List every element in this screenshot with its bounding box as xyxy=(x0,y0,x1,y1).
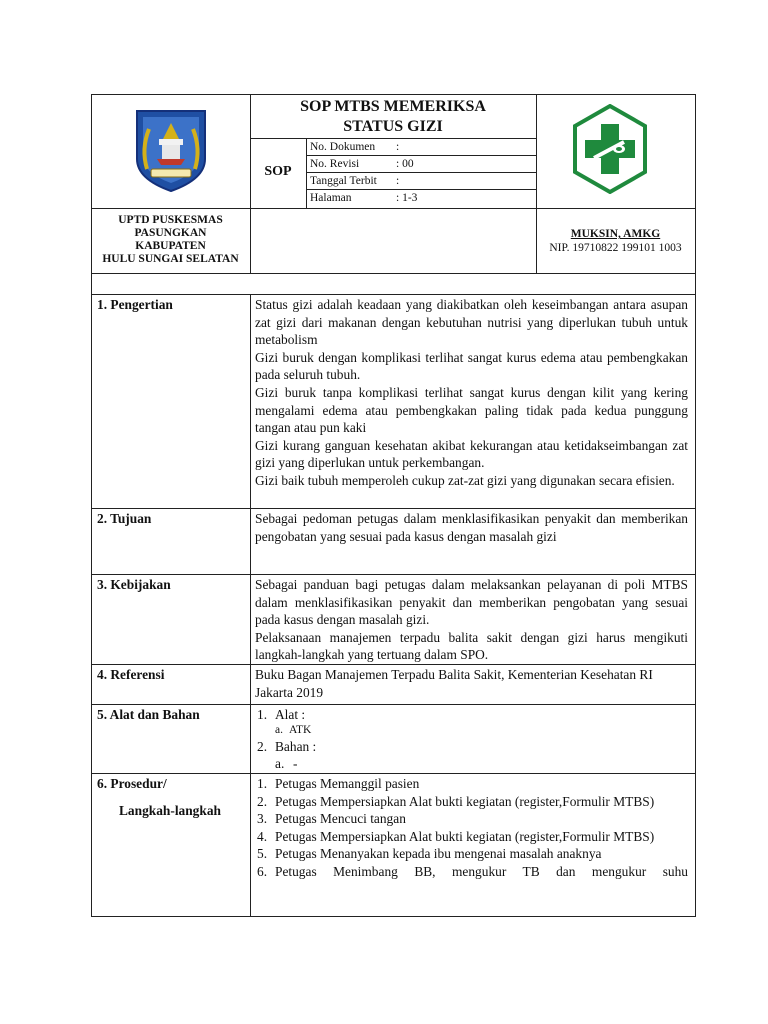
meta-label: Tanggal Terbit xyxy=(310,175,377,187)
list-item xyxy=(257,738,687,755)
section-body-referensi xyxy=(255,666,688,701)
meta-value: : xyxy=(396,175,400,187)
paragraph: Sebagai panduan bagi petugas dalam melaksankan pelayanan di poli MTBS dalam menklasifikasikan penyakit dan memberikan pengobatan yang sesuai pada kasus dengan masalah gizi. xyxy=(255,577,688,628)
paragraph: Status gizi adalah keadaan yang diakibatkan oleh keseimbangan antara asupan zat gizi dari makanan dengan kebutuhan nutrisi yang diperlukan tubuh untuk metabolism xyxy=(255,297,688,348)
step-number: 1. xyxy=(257,776,268,791)
meta-value: : 00 xyxy=(396,158,414,170)
org-line: HULU SUNGAI SELATAN xyxy=(102,253,239,265)
border xyxy=(91,574,696,575)
border xyxy=(250,294,251,917)
step-item xyxy=(257,793,688,811)
step-text: Petugas Memanggil pasien xyxy=(275,776,420,791)
puskesmas-cross-icon xyxy=(572,104,648,194)
step-text: Petugas Menimbang BB, mengukur TB dan mengukur suhu xyxy=(275,863,688,879)
list-number: 1. xyxy=(257,707,268,722)
step-text: Petugas Mempersiapkan Alat bukti kegiatan (register,Formulir MTBS) xyxy=(275,828,655,844)
paragraph: Gizi buruk dengan komplikasi terlihat sangat kurus edema atau pembengkakan pada seluruh tubuh. xyxy=(255,349,688,383)
paragraph: Gizi baik tubuh memperoleh cukup zat-zat gizi yang digunakan secara efisien. xyxy=(255,472,675,488)
list-number: 2. xyxy=(257,739,268,754)
sub-list-item xyxy=(257,755,687,772)
signer-name: MUKSIN, AMKG xyxy=(570,228,661,240)
border xyxy=(91,508,696,509)
section-label-langkah: Langkah-langkah xyxy=(119,803,221,818)
sop-label: SOP xyxy=(264,164,292,179)
step-number: 2. xyxy=(257,793,268,809)
border xyxy=(91,273,696,274)
paragraph: Buku Bagan Manajemen Terpadu Balita Sakit, Kementerian Kesehatan RI Jakarta 2019 xyxy=(255,667,653,700)
signer xyxy=(536,227,695,255)
meta-row-tanggal-terbit xyxy=(310,173,536,189)
step-item xyxy=(257,810,688,828)
meta-row-no-revisi xyxy=(310,156,536,172)
step-text: Petugas Mempersiapkan Alat bukti kegiatan (register,Formulir MTBS) xyxy=(275,793,655,809)
step-text: Petugas Mencuci tangan xyxy=(275,811,406,827)
step-number: 6. xyxy=(257,863,268,879)
list-text: Alat : xyxy=(275,707,306,722)
paragraph: Gizi kurang ganguan kesehatan akibat kekurangan atau ketidakseimbangan zat gizi yang diperlukan untuk perkembangan. xyxy=(255,437,688,471)
step-item xyxy=(257,775,688,793)
title-line-2: STATUS GIZI xyxy=(343,118,443,135)
border xyxy=(91,208,696,209)
step-item xyxy=(257,845,688,863)
org-line: UPTD PUSKESMAS xyxy=(118,214,223,226)
alat-bahan-list xyxy=(257,706,687,772)
border xyxy=(91,294,696,295)
section-body-kebijakan xyxy=(255,576,688,664)
border xyxy=(695,94,696,917)
paragraph: Pelaksanaan manajemen terpadu balita sakit dengan gizi harus mengikuti langkah-langkah yang tertuang dalam SPO. xyxy=(255,629,688,663)
paragraph: Gizi buruk tanpa komplikasi terlihat sangat kurus dengan kilit yang kering mengalami edema atau pembengkakan paling tidak pada kedua punggung tangan atau pun kaki xyxy=(255,384,688,436)
list-text: Bahan : xyxy=(275,739,317,754)
step-number: 5. xyxy=(257,846,268,862)
meta-value: : 1-3 xyxy=(396,192,418,204)
meta-label: Halaman xyxy=(310,192,352,204)
section-label-tujuan: 2. Tujuan xyxy=(97,511,152,526)
section-label-alat-bahan: 5. Alat dan Bahan xyxy=(97,707,200,722)
paragraph: Sebagai pedoman petugas dalam menklasifikasikan penyakit dan memberikan pengobatan yang sesuai pada kasus dengan masalah gizi xyxy=(255,511,688,544)
sub-list-letter: a. xyxy=(275,724,283,736)
org-line: KABUPATEN xyxy=(135,240,206,252)
sub-list-letter: a. xyxy=(275,756,285,771)
border xyxy=(91,664,696,665)
sub-list-text: - xyxy=(293,756,298,771)
border xyxy=(91,773,696,774)
border xyxy=(91,916,696,917)
regency-emblem-icon xyxy=(133,109,209,193)
sub-list-item xyxy=(257,723,687,738)
org-line: PASUNGKAN xyxy=(134,227,207,239)
meta-label: No. Dokumen xyxy=(310,141,376,153)
step-item xyxy=(257,828,688,846)
border xyxy=(91,94,696,95)
section-label-prosedur: 6. Prosedur/ xyxy=(97,776,167,791)
meta-label: No. Revisi xyxy=(310,158,360,170)
list-item xyxy=(257,706,687,723)
section-label-kebijakan: 3. Kebijakan xyxy=(97,577,171,592)
section-body-pengertian xyxy=(255,296,688,490)
title-line-1: SOP MTBS MEMERIKSA xyxy=(300,98,486,115)
prosedur-steps xyxy=(257,775,688,916)
step-text: Petugas Menanyakan kepada ibu mengenai masalah anaknya xyxy=(275,846,602,862)
organization-name xyxy=(91,214,250,266)
section-body-tujuan xyxy=(255,510,688,545)
section-label-referensi: 4. Referensi xyxy=(97,667,165,682)
sub-list-text: ATK xyxy=(289,724,312,736)
step-number: 3. xyxy=(257,811,268,827)
step-item xyxy=(257,863,688,881)
meta-value: : xyxy=(396,141,400,153)
step-number: 4. xyxy=(257,828,268,844)
meta-row-no-dokumen xyxy=(310,139,536,155)
border xyxy=(306,138,307,208)
document-title xyxy=(250,97,536,137)
meta-row-halaman xyxy=(310,190,536,206)
section-label-pengertian: 1. Pengertian xyxy=(97,297,173,312)
signer-nip: NIP. 19710822 199101 1003 xyxy=(549,242,682,254)
border xyxy=(91,704,696,705)
